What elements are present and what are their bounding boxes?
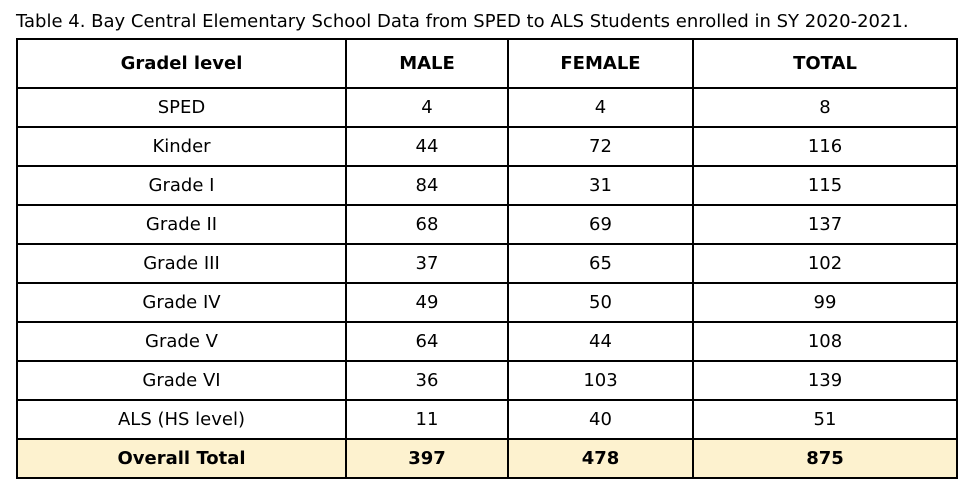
cell-total: 116 <box>693 127 957 166</box>
cell-grade-level: Grade I <box>17 166 346 205</box>
table-caption: Table 4. Bay Central Elementary School Data from SPED to ALS Students enrolled in SY 2020-2021. <box>16 11 909 32</box>
cell-grade-level: Grade II <box>17 205 346 244</box>
header-grade-level: Gradel level <box>17 39 346 88</box>
enrollment-table <box>16 38 958 479</box>
cell-male: 49 <box>346 283 508 322</box>
cell-grade-level: Kinder <box>17 127 346 166</box>
cell-grade-level: Grade V <box>17 322 346 361</box>
cell-female: 72 <box>508 127 693 166</box>
table-row <box>17 166 957 205</box>
cell-female: 31 <box>508 166 693 205</box>
header-female: FEMALE <box>508 39 693 88</box>
table-row <box>17 283 957 322</box>
cell-female: 65 <box>508 244 693 283</box>
overall-total-label: Overall Total <box>17 439 346 478</box>
cell-female: 103 <box>508 361 693 400</box>
cell-grade-level: ALS (HS level) <box>17 400 346 439</box>
table-row <box>17 361 957 400</box>
cell-total: 99 <box>693 283 957 322</box>
header-male: MALE <box>346 39 508 88</box>
overall-total-female: 478 <box>508 439 693 478</box>
table-row <box>17 400 957 439</box>
cell-male: 68 <box>346 205 508 244</box>
cell-grade-level: SPED <box>17 88 346 127</box>
cell-female: 50 <box>508 283 693 322</box>
table-row <box>17 205 957 244</box>
cell-male: 84 <box>346 166 508 205</box>
overall-total-sum: 875 <box>693 439 957 478</box>
cell-grade-level: Grade IV <box>17 283 346 322</box>
cell-total: 102 <box>693 244 957 283</box>
table-row <box>17 244 957 283</box>
cell-total: 108 <box>693 322 957 361</box>
cell-male: 64 <box>346 322 508 361</box>
overall-total-row <box>17 439 957 478</box>
cell-female: 69 <box>508 205 693 244</box>
cell-total: 51 <box>693 400 957 439</box>
table-row <box>17 322 957 361</box>
cell-total: 139 <box>693 361 957 400</box>
header-total: TOTAL <box>693 39 957 88</box>
cell-total: 137 <box>693 205 957 244</box>
cell-male: 4 <box>346 88 508 127</box>
table-row <box>17 88 957 127</box>
cell-grade-level: Grade III <box>17 244 346 283</box>
cell-male: 11 <box>346 400 508 439</box>
cell-female: 40 <box>508 400 693 439</box>
cell-male: 44 <box>346 127 508 166</box>
cell-female: 44 <box>508 322 693 361</box>
cell-total: 115 <box>693 166 957 205</box>
cell-total: 8 <box>693 88 957 127</box>
table-row <box>17 127 957 166</box>
overall-total-male: 397 <box>346 439 508 478</box>
cell-male: 36 <box>346 361 508 400</box>
header-row <box>17 39 957 88</box>
cell-male: 37 <box>346 244 508 283</box>
cell-female: 4 <box>508 88 693 127</box>
cell-grade-level: Grade VI <box>17 361 346 400</box>
